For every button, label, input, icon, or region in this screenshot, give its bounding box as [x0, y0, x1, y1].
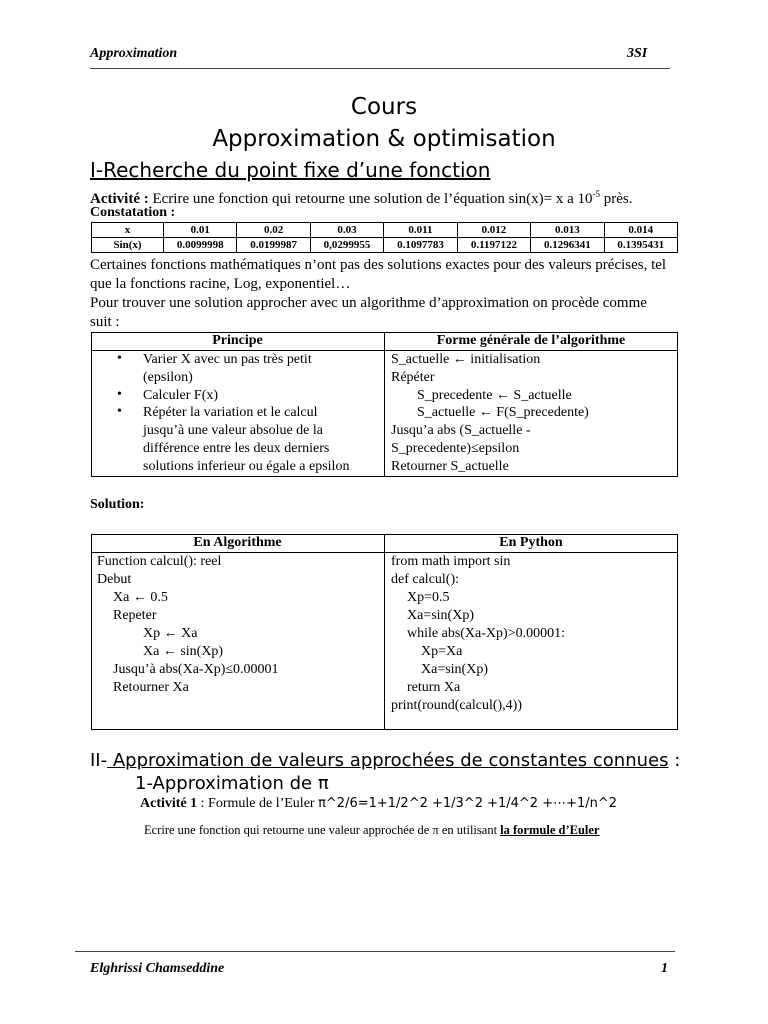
section2-heading — [90, 750, 680, 771]
activite-exponent: -5 — [592, 189, 600, 199]
table-row-x — [92, 223, 678, 238]
title-cours: Cours — [350, 94, 418, 120]
activite-end: près. — [599, 191, 633, 207]
algo-form-line: S_actuelle ← F(S_precedente) — [417, 405, 589, 420]
subsection-pi: 1-Approximation de π — [135, 773, 329, 794]
euler-formula: π^2/6=1+1/2^2 +1/3^2 +1/4^2 +⋯+1/n^2 — [318, 796, 618, 811]
principe-line: Répéter la variation et le calcul — [143, 405, 318, 420]
table-cell: 0.011 — [384, 223, 457, 238]
euler-formula-link: la formule d’Euler — [500, 823, 600, 837]
paragraph-line: Pour trouver une solution approcher avec un algorithme d’approximation on procède comme — [90, 295, 647, 311]
header-class: 3SI — [627, 46, 648, 61]
table-cell: 0.1296341 — [531, 238, 604, 253]
principe-line: Calculer F(x) — [143, 388, 219, 403]
principe-line: (epsilon) — [143, 370, 193, 385]
algo-form-line: Jusqu’a abs (S_actuelle - — [391, 423, 531, 438]
task-line — [144, 823, 599, 838]
python-code-line: Xa=sin(Xp) — [421, 662, 488, 677]
algo-code-line: Jusqu’à abs(Xa-Xp)≤0.00001 — [113, 662, 279, 677]
algo-code-line: Repeter — [113, 608, 157, 623]
section2-colon: : — [668, 750, 681, 771]
algo-form-line: S_precedente)≤epsilon — [391, 441, 520, 456]
principe-line: solutions inferieur ou égale a epsilon — [143, 459, 350, 474]
bullet: • — [117, 351, 122, 366]
algo-form-line: S_precedente ← S_actuelle — [417, 388, 572, 403]
table-cell: 0.013 — [531, 223, 604, 238]
table-cell: 0.1097783 — [384, 238, 457, 253]
table-cell: 0.02 — [237, 223, 310, 238]
table-cell: Sin(x) — [92, 238, 164, 253]
algo-code-line: Function calcul(): reel — [97, 554, 222, 569]
algo-code-line: Debut — [97, 572, 132, 587]
section1-heading: I-Recherche du point fixe d’une fonction — [90, 158, 491, 182]
table-cell: 0.0199987 — [237, 238, 310, 253]
algo-form-line: Retourner S_actuelle — [391, 459, 509, 474]
algo-form-line: Répéter — [391, 370, 435, 385]
principe-header: Principe — [212, 333, 263, 348]
bullet: • — [117, 404, 122, 419]
header-rule — [90, 68, 670, 69]
table-cell: 0.1395431 — [604, 238, 677, 253]
principe-line: Varier X avec un pas très petit — [143, 352, 312, 367]
algo-code-line: Xa ← sin(Xp) — [143, 644, 224, 659]
python-code-line: Xp=0.5 — [407, 590, 450, 605]
table-cell: 0.03 — [310, 223, 383, 238]
python-code-line: def calcul(): — [391, 572, 460, 587]
sin-values-table — [91, 222, 678, 253]
algorithm-form-header: Forme générale de l’algorithme — [436, 333, 626, 348]
python-code-line: print(round(calcul(),4)) — [391, 698, 522, 713]
page-number: 1 — [661, 961, 668, 976]
table-cell: 0.1197122 — [457, 238, 530, 253]
principe-line: jusqu’à une valeur absolue de la — [143, 423, 323, 438]
algo-code-line: Xa ← 0.5 — [113, 590, 168, 605]
table-cell: 0.014 — [604, 223, 677, 238]
table-cell: x — [92, 223, 164, 238]
python-header: En Python — [499, 535, 563, 550]
table-cell: 0.0099998 — [164, 238, 237, 253]
header-title: Approximation — [90, 46, 178, 61]
algo-code-line: Retourner Xa — [113, 680, 189, 695]
table-divider — [384, 332, 385, 477]
table-cell: 0.012 — [457, 223, 530, 238]
table-row-sin — [92, 238, 678, 253]
table-cell: 0,0299955 — [310, 238, 383, 253]
section2-prefix: II- — [90, 750, 108, 771]
python-code-line: from math import sin — [391, 554, 511, 569]
table-cell: 0.01 — [164, 223, 237, 238]
activite1-line — [140, 796, 617, 812]
python-code-line: while abs(Xa-Xp)>0.00001: — [407, 626, 565, 641]
activite1-label: Activité 1 — [140, 796, 198, 811]
principe-line: différence entre les deux derniers — [143, 441, 330, 456]
activite-label: Activité : — [90, 191, 149, 207]
algo-form-line: S_actuelle ← initialisation — [391, 352, 541, 367]
solution-label: Solution: — [90, 497, 145, 512]
task-text: Ecrire une fonction qui retourne une valeur approchée de π en utilisant — [144, 823, 501, 837]
paragraph-line: que la fonctions racine, Log, exponentiel… — [90, 276, 351, 292]
title-main: Approximation & optimisation — [212, 126, 556, 152]
paragraph-line: suit : — [90, 314, 120, 330]
algorithm-header: En Algorithme — [193, 535, 282, 550]
activite-text: Ecrire une fonction qui retourne une solution de l’équation sin(x)= x a 10 — [148, 191, 593, 207]
python-code-line: Xa=sin(Xp) — [407, 608, 474, 623]
activite1-text: : Formule de l’Euler — [197, 796, 319, 811]
footer-rule — [75, 951, 675, 952]
python-code-line: return Xa — [407, 680, 461, 695]
python-code-line: Xp=Xa — [421, 644, 463, 659]
footer-author: Elghrissi Chamseddine — [90, 961, 225, 976]
table-divider — [384, 534, 385, 730]
section2-title: Approximation de valeurs approchées de constantes connues — [107, 750, 669, 771]
algo-code-line: Xp ← Xa — [143, 626, 198, 641]
paragraph-line: Certaines fonctions mathématiques n’ont pas des solutions exactes pour des valeurs précises, tel — [90, 257, 667, 273]
constatation-label: Constatation : — [90, 205, 176, 220]
bullet: • — [117, 387, 122, 402]
